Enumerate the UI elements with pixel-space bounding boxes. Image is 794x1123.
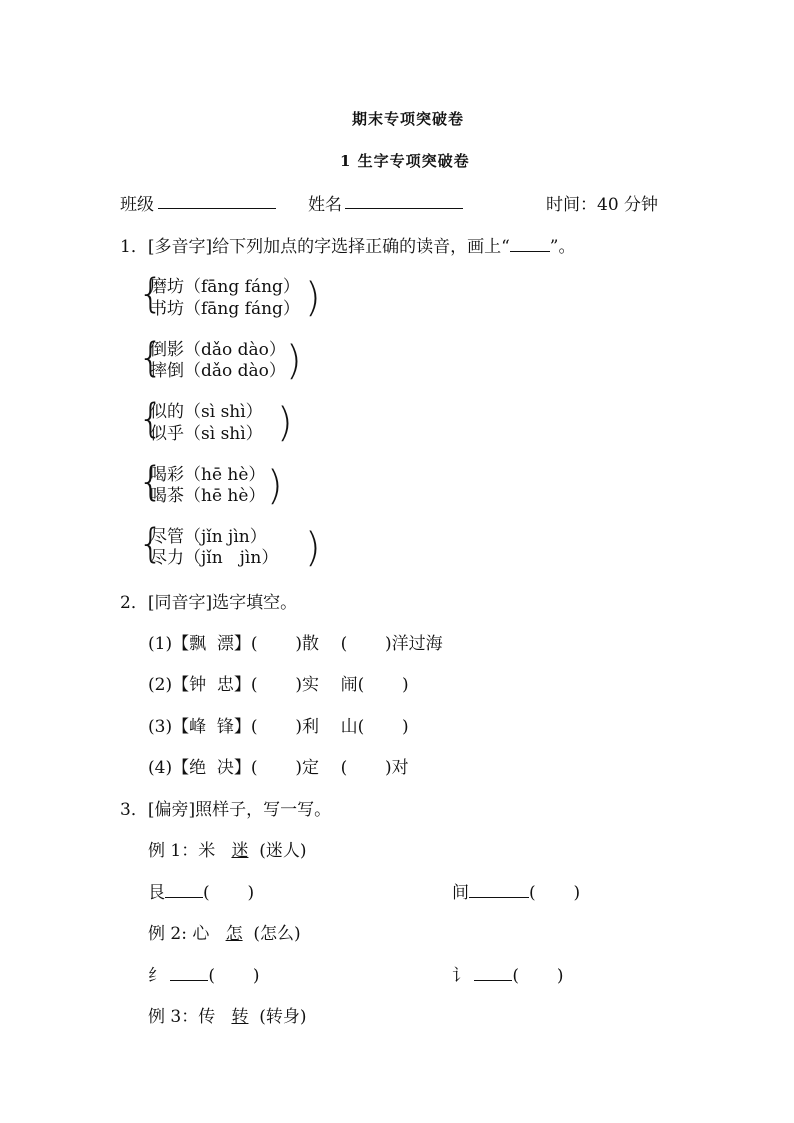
radical-char: 间 — [452, 883, 469, 903]
answer-paren[interactable]: ( ) — [529, 883, 581, 903]
q3-example-2 — [148, 919, 301, 944]
q1-item[interactable]: 摔倒（dǎo dào） — [150, 361, 286, 381]
brace-right: ) — [286, 338, 302, 384]
q2-item[interactable]: (3)【峰 锋】( )利 山( ) — [148, 717, 409, 737]
brace-left: { — [138, 459, 164, 505]
q1-sample-line — [510, 239, 550, 252]
q3-example-1 — [148, 836, 307, 861]
q3-example-3 — [148, 1002, 307, 1027]
q1-item[interactable]: 尽力（jǐn jìn） — [150, 548, 279, 568]
q1-item[interactable]: 喝彩（hē hè） — [150, 465, 266, 485]
q2-item[interactable]: (1)【飘 漂】( )散 ( )洋过海 — [148, 634, 443, 654]
name-blank[interactable] — [345, 208, 463, 209]
q1-item[interactable]: 似乎（sì shì） — [150, 424, 263, 444]
q1-item[interactable]: 磨坊（fāng fáng） — [150, 277, 300, 297]
name-label: 姓名 — [308, 195, 342, 215]
answer-blank[interactable] — [170, 980, 208, 981]
q1-item[interactable]: 似的（sì shì） — [150, 402, 263, 422]
q2-item[interactable]: (4)【绝 决】( )定 ( )对 — [148, 758, 409, 778]
q3-row-2-right[interactable] — [452, 961, 564, 986]
example-word: (转身) — [259, 1007, 307, 1027]
answer-blank[interactable] — [469, 897, 529, 898]
answer-paren[interactable]: ( ) — [208, 966, 260, 986]
example-word: (迷人) — [259, 841, 307, 861]
q1-prompt-end: ”。 — [549, 237, 576, 257]
example-word: (怎么) — [253, 924, 301, 944]
brace-left: { — [138, 335, 164, 381]
example-char: 迷 — [231, 841, 249, 861]
q3-prompt: 3．[偏旁]照样子，写一写。 — [120, 800, 332, 820]
answer-paren[interactable]: ( ) — [512, 966, 564, 986]
answer-paren[interactable]: ( ) — [203, 883, 255, 903]
q1-item[interactable]: 倒影（dǎo dào） — [150, 340, 286, 360]
radical-char: 艮 — [148, 883, 165, 903]
q2-prompt: 2．[同音字]选字填空。 — [120, 593, 298, 613]
q3-row-1-right[interactable] — [452, 878, 580, 903]
brace-right: ) — [267, 463, 283, 509]
example-char: 转 — [231, 1007, 249, 1027]
example-text: 例 2: 心 — [148, 924, 210, 944]
q3-row-2-left[interactable] — [148, 961, 260, 986]
q1-item[interactable]: 尽管（jǐn jìn） — [150, 527, 267, 547]
time-label: 时间：40 分钟 — [546, 195, 659, 215]
q1-item[interactable]: 书坊（fāng fáng） — [150, 299, 300, 319]
brace-left: { — [138, 271, 164, 317]
example-text: 例 3：传 — [148, 1007, 216, 1027]
brace-right: ) — [305, 525, 321, 571]
class-label: 班级 — [120, 195, 154, 215]
q2-item[interactable]: (2)【钟 忠】( )实 闹( ) — [148, 675, 409, 695]
example-text: 例 1：米 — [148, 841, 216, 861]
sub-title: 1 生字专项突破卷 — [340, 152, 470, 170]
main-title: 期末专项突破卷 — [352, 110, 465, 128]
radical-char: 讠 — [452, 966, 469, 986]
brace-right: ) — [277, 400, 293, 446]
brace-right: ) — [305, 275, 321, 321]
q1-item[interactable]: 喝茶（hē hè） — [150, 486, 266, 506]
answer-blank[interactable] — [165, 897, 203, 898]
radical-char: 纟 — [148, 966, 165, 986]
class-blank[interactable] — [158, 208, 276, 209]
q1-prompt — [120, 232, 575, 257]
q1-prompt-text: 1．[多音字]给下列加点的字选择正确的读音，画上“ — [120, 237, 510, 257]
brace-left: { — [138, 521, 164, 567]
brace-left: { — [138, 396, 164, 442]
answer-blank[interactable] — [474, 980, 512, 981]
q3-row-1-left[interactable] — [148, 878, 254, 903]
example-char: 怎 — [225, 924, 243, 944]
